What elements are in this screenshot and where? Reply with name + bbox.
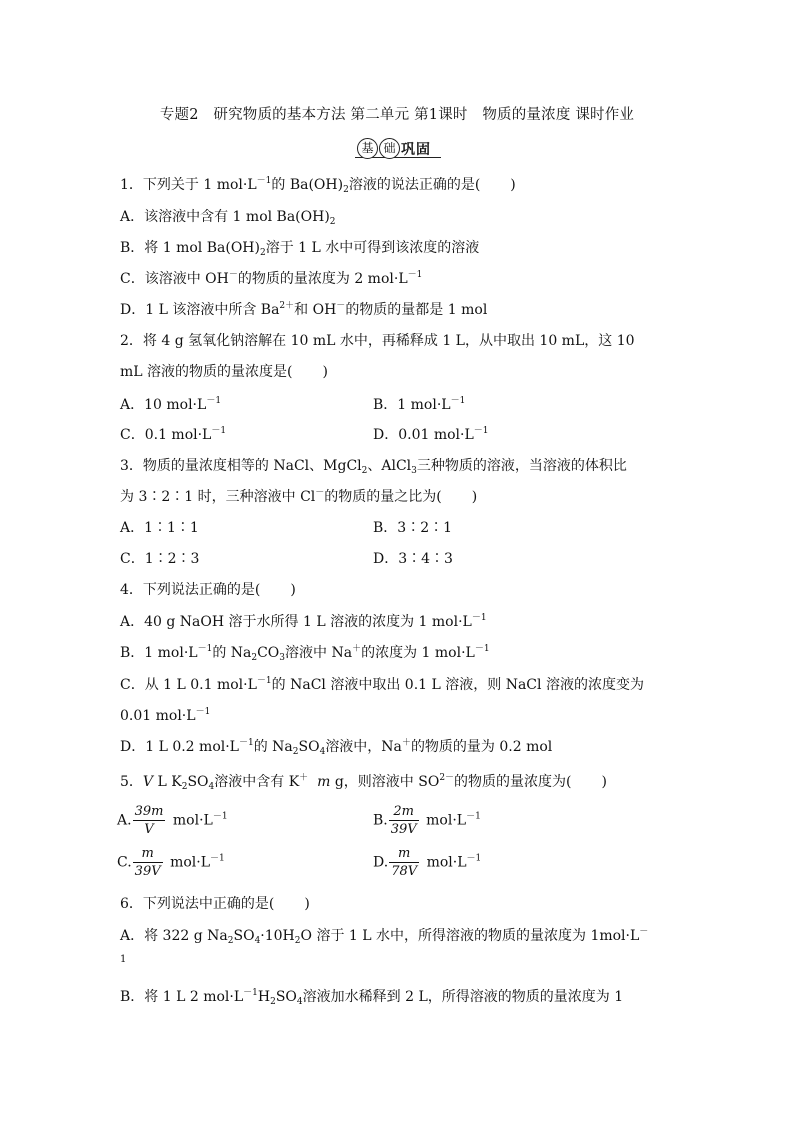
q4-option-d: D．1 L 0.2 $mol\cdot L^{-1}$的 $Na_2SO_4$溶液中，Na＋的物质的量为 0.2 mol — [120, 738, 553, 757]
q4-option-c-line1: C．从 1 L 0.1 $mol\cdot L^{-1}$的 NaCl 溶液中取出 0.1 L 溶液，则 NaCl 溶液的浓度变为 — [120, 676, 644, 693]
q5-option-a-fraction: $\frac{39m}{V}$ — [134, 804, 164, 837]
q2-stem-line2: mL 溶液的物质的量浓度是( ) — [120, 364, 328, 380]
section-badge-2: 础 — [379, 138, 400, 159]
q4-option-a: A．40 g NaOH 溶于水所得 1 L 溶液的浓度为 1 $mol\cdot L^{-1}$ — [120, 613, 487, 630]
q5-option-d: D. $\frac{m}{78V}$ $mol\cdot L^{-1}$ — [373, 846, 482, 879]
q3-option-c: C．1∶2∶3 — [120, 551, 200, 567]
q6-option-a-line2: 1 — [120, 954, 127, 965]
q1-option-d: D．1 L 该溶液中所含 $Ba^{2+}$和 OH－的物质的量都是 1 mol — [120, 301, 488, 318]
q2-stem-line1: 2．将 4 g 氢氧化钠溶解在 10 mL 水中，再稀释成 1 L，从中取出 10 mL，这 10 — [120, 333, 635, 349]
q5-stem: 5．V L $K_2SO_4$溶液中含有 K＋ m g，则溶液中 $SO^{2-}$的物质的量浓度为( ) — [120, 773, 607, 792]
section-label: 巩固 — [401, 142, 431, 158]
q3-option-b: B．3∶2∶1 — [373, 520, 453, 536]
section-banner — [355, 138, 441, 160]
q1-option-c: C．该溶液中 OH－的物质的量浓度为 2 $mol\cdot L^{-1}$ — [120, 270, 423, 287]
q5-option-c-fraction: $\frac{m}{39V}$ — [134, 846, 161, 879]
q1-option-a: A．该溶液中含有 1 mol $Ba(OH)_2$ — [120, 209, 336, 227]
section-badge-1: 基 — [357, 138, 378, 159]
q2-option-d: D．0.01 $mol\cdot L^{-1}$ — [373, 426, 489, 443]
q6-option-b: B．将 1 L 2 $mol\cdot L^{-1}H_2SO_4$溶液加水稀释到 2 L，所得溶液的物质的量浓度为 1 — [120, 988, 624, 1007]
q5-option-b-fraction: $\frac{2m}{39V}$ — [390, 804, 417, 837]
q5-option-b: B. $\frac{2m}{39V}$ $mol\cdot L^{-1}$ — [373, 804, 481, 837]
page-title: 专题2 研究物质的基本方法 第二单元 第1课时 物质的量浓度 课时作业 — [159, 107, 635, 123]
q5-option-c: C. $\frac{m}{39V}$ $mol\cdot L^{-1}$ — [117, 846, 225, 879]
q1-option-b: B．将 1 mol $Ba(OH)_2$溶于 1 L 水中可得到该浓度的溶液 — [120, 240, 480, 258]
q2-option-b: B．1 $mol\cdot L^{-1}$ — [373, 396, 466, 413]
q3-stem-line2: 为 3∶2∶1 时，三种溶液中 Cl－的物质的量之比为( ) — [120, 488, 478, 505]
q6-stem: 6．下列说法中正确的是( ) — [120, 896, 310, 912]
q5-option-d-fraction: $\frac{m}{78V}$ — [391, 846, 418, 879]
q3-option-a: A．1∶1∶1 — [120, 520, 199, 536]
q2-option-a: A．10 $mol\cdot L^{-1}$ — [120, 396, 222, 413]
q3-option-d: D．3∶4∶3 — [373, 551, 453, 567]
q5-option-a: A. $\frac{39m}{V}$ $mol\cdot L^{-1}$ — [117, 804, 228, 837]
q2-option-c: C．0.1 $mol\cdot L^{-1}$ — [120, 426, 227, 443]
q3-stem-line1: 3．物质的量浓度相等的 NaCl、MgCl$_2$、AlCl$_3$三种物质的溶液，当溶液的体积比 — [120, 458, 627, 476]
q4-stem: 4．下列说法正确的是( ) — [120, 582, 296, 598]
q6-option-a-line1: A．将 322 g $Na_2SO_4\cdot 10H_2O$ 溶于 1 L 水中，所得溶液的物质的量浓度为 1mol·L－ — [120, 927, 649, 946]
q4-option-c-line2: 0.01 $mol\cdot L^{-1}$ — [120, 707, 211, 724]
q4-option-b: B．1 $mol\cdot L^{-1}$的 $Na_2CO_3$溶液中 Na＋的浓度为 1 $mol\cdot L^{-1}$ — [120, 644, 490, 663]
q1-stem: 1．下列关于 1 $mol\cdot L^{-1}$的 $Ba(OH)_2$溶液的说法正确的是( ) — [120, 176, 516, 195]
